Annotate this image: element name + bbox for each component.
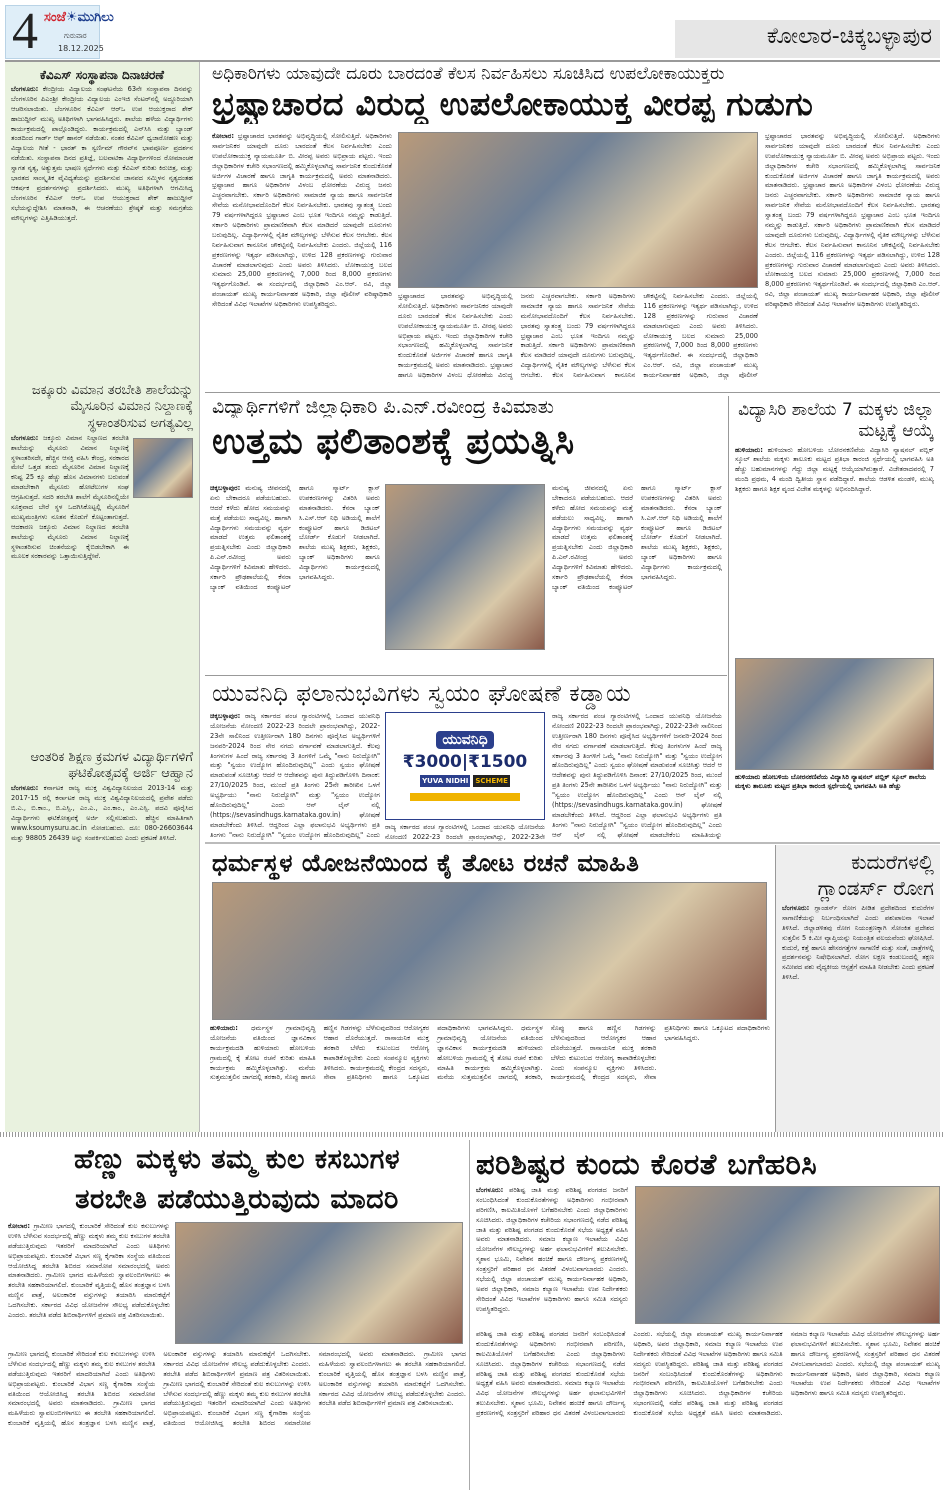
issue-date: 18.12.2025 xyxy=(58,44,104,53)
crafts-story xyxy=(8,1140,466,1220)
results-body-cont: ಮನುಷ್ಯ ಜೀವನದಲ್ಲಿ ಏನು ಬೇಕಾದರೂ ಪಡೆಯಬಹುದು. ಆದರೆ ಕಳೆದು ಹೋದ ಸಮಯವನ್ನು ಮತ್ತೆ ಪಡೆಯಲು ಸಾಧ್ಯವಿಲ್ಲ. ಹಾಗಾಗಿ ವಿದ್ಯಾರ್ಥಿಗಳು ಸಮಯವನ್ನು ವ್ಯರ್ಥ ಮಾಡದೆ ಉತ್ತಮ ಫಲಿತಾಂಶಕ್ಕೆ ಪ್ರಯತ್ನಿಸಬೇಕು ಎಂದು ಜಿಲ್ಲಾಧಿಕಾರಿ ಪಿ.ಎನ್.ರವೀಂದ್ರ ಅವರು ವಿದ್ಯಾರ್ಥಿಗಳಿಗೆ ಕಿವಿಮಾತು ಹೇಳಿದರು. ಸರ್ಕಾರಿ ಪ್ರೌಢಶಾಲೆಯಲ್ಲಿ ಕೆನರಾ ಬ್ಯಾಂಕ್ ವತಿಯಿಂದ ಕಂಪ್ಯೂಟರ್ ಹಾಗೂ ಸ್ಮಾರ್ಟ್ ಕ್ಲಾಸ್ ಉಪಕರಣಗಳನ್ನು ವಿತರಿಸಿ ಅವರು ಮಾತನಾಡಿದರು. ಕೆನರಾ ಬ್ಯಾಂಕ್ ಸಿ.ಎಸ್.ಆರ್ ನಿಧಿ ಅಡಿಯಲ್ಲಿ ಶಾಲೆಗೆ ಕಂಪ್ಯೂಟರ್ ಹಾಗೂ ಡಿಜಿಟಲ್ ಬೋರ್ಡ್ ಕೊಡುಗೆ ನೀಡಲಾಗಿದೆ. ಶಾಲೆಯ ಮುಖ್ಯ ಶಿಕ್ಷಕರು, ಶಿಕ್ಷಕರು, ಬ್ಯಾಂಕ್ ಅಧಿಕಾರಿಗಳು ಹಾಗೂ ವಿದ್ಯಾರ್ಥಿಗಳು ಕಾರ್ಯಕ್ರಮದಲ್ಲಿ ಭಾಗವಹಿಸಿದ್ದರು. xyxy=(552,484,722,591)
lead-body-right: ಭ್ರಷ್ಟಾಚಾರದ ಭಾರತವನ್ನು ಅಭಿವೃದ್ಧಿಯಲ್ಲಿ ಸೋಲಿಸುತ್ತಿದೆ. ಅಧಿಕಾರಿಗಳು ಸಾರ್ವಜನಿಕರ ಯಾವುದೇ ದೂರು ಬಾರದಂತೆ ಕೆಲಸ ನಿರ್ವಹಿಸಬೇಕು ಎಂದು ಉಪಲೋಕಾಯುಕ್ತ ನ್ಯಾಯಮೂರ್ತಿ ಬಿ. ವೀರಪ್ಪ ಅವರು ಅಭಿಪ್ರಾಯ ಪಟ್ಟರು. ಇಂದು ಜಿಲ್ಲಾಧಿಕಾರಿಗಳ ಕಚೇರಿ ಸಭಾಂಗಣದಲ್ಲಿ ಹಮ್ಮಿಕೊಳ್ಳಲಾಗಿದ್ದ ಸಾರ್ವಜನಿಕ ಕುಂದುಕೊರತೆ ಅರ್ಜಿಗಳ ವಿಚಾರಣೆ ಹಾಗೂ ಜಾಗೃತಿ ಕಾರ್ಯಕ್ರಮದಲ್ಲಿ ಅವರು ಮಾತನಾಡಿದರು. ಭ್ರಷ್ಟಾಚಾರ ಹಾಗೂ ಅಧಿಕಾರಿಗಳ ವಿಳಂಬ ಧೋರಣೆಯ ವಿರುದ್ಧ ಜನರು ಎಚ್ಚರವಾಗಬೇಕು. ಸರ್ಕಾರಿ ಅಧಿಕಾರಿಗಳು ಸಾಮಾಜಿಕ ನ್ಯಾಯ ಹಾಗೂ ಸಾರ್ವಜನಿಕ ಸೇವೆಯ ಮನೋಭಾವದೊಂದಿಗೆ ಕೆಲಸ ನಿರ್ವಹಿಸಬೇಕು. ಭಾರತವು ಸ್ವಾತಂತ್ರ್ಯ ಬಂದು 79 ವರ್ಷಗಳಾಗಿದ್ದರೂ ಭ್ರಷ್ಟಾಚಾರ ಎಂಬ ಭೂತ ಇಂದಿಗೂ ನಮ್ಮನ್ನು ಕಾಡುತ್ತಿದೆ. ಸರ್ಕಾರಿ ಅಧಿಕಾರಿಗಳು ಪ್ರಾಮಾಣಿಕವಾಗಿ ಕೆಲಸ ಮಾಡಿದರೆ ಯಾವುದೇ ದೂರುಗಳು ಬರುವುದಿಲ್ಲ. ವಿದ್ಯಾರ್ಥಿಗಳಲ್ಲಿ ನೈತಿಕ ಮೌಲ್ಯಗಳನ್ನು ಬೆಳೆಸುವ ಕೆಲಸ ಆಗಬೇಕು. ಕೆಲಸ ನಿರ್ವಹಿಸುವಾಗ ಕಾನೂನಿನ ಚೌಕಟ್ಟಿನಲ್ಲಿ ನಿರ್ವಹಿಸಬೇಕು ಎಂದರು. ಜಿಲ್ಲೆಯಲ್ಲಿ 116 ಪ್ರಕರಣಗಳನ್ನು ಇತ್ಯರ್ಥ ಪಡಿಸಲಾಗಿದ್ದು, ಉಳಿದ 128 ಪ್ರಕರಣಗಳನ್ನು ಗುರುವಾರ ವಿಚಾರಣೆ ಮಾಡಲಾಗುವುದು ಎಂದು ಅವರು ತಿಳಿಸಿದರು. ಲೋಕಾಯುಕ್ತ ಬಲದ ಸುಮಾರು 25,000 ಪ್ರಕರಣಗಳಲ್ಲಿ 7,000 ರಿಂದ 8,000 ಪ್ರಕರಣಗಳು ಇತ್ಯರ್ಥಗೊಂಡಿವೆ. ಈ ಸಂದರ್ಭದಲ್ಲಿ ಜಿಲ್ಲಾಧಿಕಾರಿ ಎಂ.ಆರ್. ರವಿ, ಜಿಲ್ಲಾ ಪಂಚಾಯತ್ ಮುಖ್ಯ ಕಾರ್ಯನಿರ್ವಾಹಕ ಅಧಿಕಾರಿ, ಜಿಲ್ಲಾ ಪೊಲೀಸ್ ವರಿಷ್ಠಾಧಿಕಾರಿ ಸೇರಿದಂತೆ ವಿವಿಧ ಇಲಾಖೆಗಳ ಅಧಿಕಾರಿಗಳು ಉಪಸ್ಥಿತರಿದ್ದರು. xyxy=(765,132,940,309)
dharmasthala-body: ಹುಳಿಯಾರು: ಧರ್ಮಸ್ಥಳ ಗ್ರಾಮಾಭಿವೃದ್ಧಿ ಯೋಜನೆಯ ವತಿಯಿಂದ ಜ್ಞಾನವಿಕಾಸ ಕಾರ್ಯಕ್ರಮದಡಿ ಹುಳಿಯಾರು ಹೋಬಳಿಯ ಗ್ರಾಮದಲ್ಲಿ ಕೈ ತೋಟ ರಚನೆ ಕುರಿತು ಮಾಹಿತಿ ಕಾರ್ಯಕ್ರಮ ಹಮ್ಮಿಕೊಳ್ಳಲಾಗಿತ್ತು. ಮನೆಯ ಸುತ್ತಮುತ್ತಲಿನ ಜಾಗದಲ್ಲಿ ತರಕಾರಿ, ಸೊಪ್ಪು ಹಾಗೂ ಹಣ್ಣಿನ ಗಿಡಗಳನ್ನು ಬೆಳೆಸುವುದರಿಂದ ಆರೋಗ್ಯಕರ ಆಹಾರ ದೊರೆಯುತ್ತದೆ. ರಾಸಾಯನಿಕ ಮುಕ್ತ ತರಕಾರಿ ಬೆಳೆದು ಕುಟುಂಬದ ಆರೋಗ್ಯ ಕಾಪಾಡಿಕೊಳ್ಳಬೇಕು ಎಂದು ಸಂಪನ್ಮೂಲ ವ್ಯಕ್ತಿಗಳು ತಿಳಿಸಿದರು. ಕಾರ್ಯಕ್ರಮದಲ್ಲಿ ಕೇಂದ್ರದ ಸದಸ್ಯರು, ಸೇವಾ ಪ್ರತಿನಿಧಿಗಳು ಹಾಗೂ ಒಕ್ಕೂಟದ ಪದಾಧಿಕಾರಿಗಳು ಭಾಗವಹಿಸಿದ್ದರು. ಧರ್ಮಸ್ಥಳ ಗ್ರಾಮಾಭಿವೃದ್ಧಿ ಯೋಜನೆಯ ವತಿಯಿಂದ ಜ್ಞಾನವಿಕಾಸ ಕಾರ್ಯಕ್ರಮದಡಿ ಹುಳಿಯಾರು ಹೋಬಳಿಯ ಗ್ರಾಮದಲ್ಲಿ ಕೈ ತೋಟ ರಚನೆ ಕುರಿತು ಮಾಹಿತಿ ಕಾರ್ಯಕ್ರಮ ಹಮ್ಮಿಕೊಳ್ಳಲಾಗಿತ್ತು. ಮನೆಯ ಸುತ್ತಮುತ್ತಲಿನ ಜಾಗದಲ್ಲಿ ತರಕಾರಿ, ಸೊಪ್ಪು ಹಾಗೂ ಹಣ್ಣಿನ ಗಿಡಗಳನ್ನು ಬೆಳೆಸುವುದರಿಂದ ಆರೋಗ್ಯಕರ ಆಹಾರ ದೊರೆಯುತ್ತದೆ. ರಾಸಾಯನಿಕ ಮುಕ್ತ ತರಕಾರಿ ಬೆಳೆದು ಕುಟುಂಬದ ಆರೋಗ್ಯ ಕಾಪಾಡಿಕೊಳ್ಳಬೇಕು ಎಂದು ಸಂಪನ್ಮೂಲ ವ್ಯಕ್ತಿಗಳು ತಿಳಿಸಿದರು. ಕಾರ್ಯಕ್ರಮದಲ್ಲಿ ಕೇಂದ್ರದ ಸದಸ್ಯರು, ಸೇವಾ ಪ್ರತಿನಿಧಿಗಳು ಹಾಗೂ ಒಕ್ಕೂಟದ ಪದಾಧಿಕಾರಿಗಳು ಭಾಗವಹಿಸಿದ್ದರು. xyxy=(210,1024,770,1082)
yuvanidhi-badge: YUVA NIDHI xyxy=(422,777,469,785)
ad-banner-strip xyxy=(410,793,520,801)
vidyasiri-photo xyxy=(735,658,934,770)
lead-story xyxy=(212,64,940,124)
results-body: ಚಿಕ್ಕಬಳ್ಳಾಪುರ: ಮನುಷ್ಯ ಜೀವನದಲ್ಲಿ ಏನು ಬೇಕಾದರೂ ಪಡೆಯಬಹುದು. ಆದರೆ ಕಳೆದು ಹೋದ ಸಮಯವನ್ನು ಮತ್ತೆ ಪಡೆಯಲು ಸಾಧ್ಯವಿಲ್ಲ. ಹಾಗಾಗಿ ವಿದ್ಯಾರ್ಥಿಗಳು ಸಮಯವನ್ನು ವ್ಯರ್ಥ ಮಾಡದೆ ಉತ್ತಮ ಫಲಿತಾಂಶಕ್ಕೆ ಪ್ರಯತ್ನಿಸಬೇಕು ಎಂದು ಜಿಲ್ಲಾಧಿಕಾರಿ ಪಿ.ಎನ್.ರವೀಂದ್ರ ಅವರು ವಿದ್ಯಾರ್ಥಿಗಳಿಗೆ ಕಿವಿಮಾತು ಹೇಳಿದರು. ಸರ್ಕಾರಿ ಪ್ರೌಢಶಾಲೆಯಲ್ಲಿ ಕೆನರಾ ಬ್ಯಾಂಕ್ ವತಿಯಿಂದ ಕಂಪ್ಯೂಟರ್ ಹಾಗೂ ಸ್ಮಾರ್ಟ್ ಕ್ಲಾಸ್ ಉಪಕರಣಗಳನ್ನು ವಿತರಿಸಿ ಅವರು ಮಾತನಾಡಿದರು. ಕೆನರಾ ಬ್ಯಾಂಕ್ ಸಿ.ಎಸ್.ಆರ್ ನಿಧಿ ಅಡಿಯಲ್ಲಿ ಶಾಲೆಗೆ ಕಂಪ್ಯೂಟರ್ ಹಾಗೂ ಡಿಜಿಟಲ್ ಬೋರ್ಡ್ ಕೊಡುಗೆ ನೀಡಲಾಗಿದೆ. ಶಾಲೆಯ ಮುಖ್ಯ ಶಿಕ್ಷಕರು, ಶಿಕ್ಷಕರು, ಬ್ಯಾಂಕ್ ಅಧಿಕಾರಿಗಳು ಹಾಗೂ ವಿದ್ಯಾರ್ಥಿಗಳು ಕಾರ್ಯಕ್ರಮದಲ್ಲಿ ಭಾಗವಹಿಸಿದ್ದರು. xyxy=(210,484,380,591)
sidebar xyxy=(5,62,200,1132)
aircraft-photo xyxy=(133,438,193,498)
divider xyxy=(469,1140,470,1490)
yuvanidhi-amount-1: ₹3000 xyxy=(402,752,462,772)
page-number: 4 xyxy=(12,3,38,60)
grievance-headline: ಪರಿಶಿಷ್ಟರ ಕುಂದು ಕೊರತೆ ಬಗೆಹರಿಸಿ xyxy=(476,1147,818,1181)
sidebar-headline-3: ಆಂತರಿಕ ಶಿಕ್ಷಣ ಕ್ರಮಗಳ ವಿದ್ಯಾರ್ಥಿಗಳಿಗೆ ಘಟಿಕೋತ್ಸವಕ್ಕೆ ಅರ್ಜಿ ಆಹ್ವಾನ xyxy=(30,749,193,781)
vidyasiri-story xyxy=(728,396,940,790)
yuvanidhi-body-right: ರಾಜ್ಯ ಸರ್ಕಾರದ ಪಂಚ ಗ್ಯಾರಂಟಿಗಳಲ್ಲಿ ಒಂದಾದ ಯುವನಿಧಿ ಯೋಜನೆಯ ನೋಂದಣಿ 2022-23 ರಿಂದಲೇ ಪ್ರಾರಂಭವಾಗಿದ್ದು, 2022-23ನೇ ಸಾಲಿನಿಂದ ಉತ್ತೀರ್ಣರಾಗಿ 180 ದಿನಗಳು ಪೂರೈಸಿದ ಅಭ್ಯರ್ಥಿಗಳಿಗೆ ಜನವರಿ-2024 ರಿಂದ ನೇರ ನಗದು ವರ್ಗಾವಣೆ ಮಾಡಲಾಗುತ್ತಿದೆ. ಕೆಲವು ತಿಂಗಳುಗಳ ಹಿಂದೆ ರಾಜ್ಯ ಸರ್ಕಾರವು 3 ತಿಂಗಳಿಗೆ ಒಮ್ಮೆ "ನಾನು ನಿರುದ್ಯೋಗಿ" ಮತ್ತು "ಸ್ವಯಂ ಉದ್ಯೋಗ ಹೊಂದಿರುವುದಿಲ್ಲ" ಎಂದು ಸ್ವಯಂ ಘೋಷಣೆ ಮಾಡುವಂತೆ ಸೂಚಿಸಿತ್ತು ಆದರೆ ಆ ಆದೇಶವನ್ನು ಪುನಃ ತಿದ್ದುಪಡಿಗೊಳಿಸಿ ದಿನಾಂಕ: 27/10/2025 ರಿಂದ, ಮುಂದೆ ಪ್ರತಿ ತಿಂಗಳು 25ನೇ ತಾರೀಖಿನ ಒಳಗೆ ಅಭ್ಯರ್ಥಿಯು "ನಾನು ನಿರುದ್ಯೋಗಿ" ಮತ್ತು "ಸ್ವಯಂ ಉದ್ಯೋಗ ಹೊಂದಿರುವುದಿಲ್ಲ" ಎಂದು ಆನ್ ಲೈನ್ ನಲ್ಲಿ (https://sevasindhugs.karnataka.gov.in) ಘೋಷಣೆ ಮಾಡಬೇಕೆಂದು ತಿಳಿಸಿದೆ. ಆದ್ದರಿಂದ ಎಲ್ಲಾ ಫಲಾನುಭವಿ ಅಭ್ಯರ್ಥಿಗಳು ಪ್ರತಿ ತಿಂಗಳು "ನಾನು ನಿರುದ್ಯೋಗಿ" "ಸ್ವಯಂ ಉದ್ಯೋಗ ಹೊಂದಿರುವುದಿಲ್ಲ" ಎಂದು ಆನ್ ಲೈನ್ ನಲ್ಲಿ ಘೋಷಣೆ ಮಾಡಬೇಕೆಂಬ ಮಾಹಿತಿಯನ್ನು xyxy=(552,712,722,839)
sidebar-body-2: ಬೆಂಗಳೂರು: ಜಕ್ಕೂರು ವಿಮಾನ ನಿಲ್ದಾಣದ ತರಬೇತಿ ಶಾಲೆಯನ್ನು ಮೈಸೂರು ವಿಮಾನ ನಿಲ್ದಾಣಕ್ಕೆ ಸ್ಥಳಾಂತರಿಸದೇ, ಹೆಚ್ಚಿನ ಆಸಕ್ತಿ ವಹಿಸಿ ಕೇಂದ್ರ, ಸರಕಾರದ ಮೇಲೆ ಒತ್ತಡ ತಂದು ಮೈಸೂರಿನ ವಿಮಾನ ನಿಲ್ದಾಣಕ್ಕೆ ಕನಿಷ್ಟ 25 ಕ್ಕೂ ಹೆಚ್ಚು ಹೊಸ ವಿಮಾನಗಳು ಬರುವಂತೆ ಮಾಡಬೇಕಾಗಿ ಮೈಸೂರು ಹೋಟೆಲುಗಳ ಸಂಘ ಆಗ್ರಹಿಸುತ್ತದೆ. ಸದರಿ ತರಬೇತಿ ಶಾಲೆಗೆ ಮೈಸೂರಿನಲ್ಲಿಯೇ ಸೂಕ್ತವಾದ ಬೇರೆ ಸ್ಥಳ ಒದಗಿಸಿಕೊಟ್ಟಲ್ಲಿ ಮೈಸೂರಿಗೆ ಮುಖ್ಯಮಂತ್ರಿಗಳು ನೂತನ ಕೊಡುಗೆ ಕೊಟ್ಟಂತಾಗುತ್ತದೆ. ಆದಕಾರಣ ಜಕ್ಕೂರು ವಿಮಾನ ನಿಲ್ದಾಣದ ತರಬೇತಿ ಶಾಲೆಯನ್ನು ಮೈಸೂರು ವಿಮಾನ ನಿಲ್ದಾಣಕ್ಕೆ ಸ್ಥಳಾಂತರಿಸುವ ಚಿಂತನೆಯನ್ನು ಕೈಬಿಡಬೇಕಾಗಿ ಈ ಮೂಲಕ ಸರಕಾರವನ್ನು ಒತ್ತಾಯಿಸುತ್ತಿದ್ದೇವೆ. xyxy=(11,433,129,561)
yuvanidhi-amount-2: ₹1500 xyxy=(468,752,528,772)
vidyasiri-body: ಹುಳಿಯಾರು: ಹುಳಿಯಾರು ಹೋಬಳಿಯ ಬೋರನಕಣಿವೆಯ ವಿದ್ಯಾಸಿರಿ ನ್ಯಾಷನಲ್ ಪಬ್ಲಿಕ್ ಸ್ಕೂಲ್ ಶಾಲೆಯ ಮಕ್ಕಳು ತಾಲೂಕು ಮಟ್ಟದ ಪ್ರತಿಭಾ ಕಾರಂಜಿ ಸ್ಪರ್ಧೆಯಲ್ಲಿ ಭಾಗವಹಿಸಿ ಅತಿ ಹೆಚ್ಚು ಬಹುಮಾನಗಳನ್ನು ಗೆದ್ದು ಜಿಲ್ಲಾ ಮಟ್ಟಕ್ಕೆ ಆಯ್ಕೆಯಾಗಿರುತ್ತಾರೆ. ವಿಜೇತರಾದವರಲ್ಲಿ 7 ಮಂದಿ ಪ್ರಥಮ, 4 ಮಂದಿ ದ್ವಿತೀಯ ಸ್ಥಾನ ಪಡೆದಿದ್ದಾರೆ. ಶಾಲೆಯ ಆಡಳಿತ ಮಂಡಳಿ, ಮುಖ್ಯ ಶಿಕ್ಷಕರು ಹಾಗೂ ಶಿಕ್ಷಕ ವೃಂದ ವಿಜೇತ ಮಕ್ಕಳನ್ನು ಅಭಿನಂದಿಸಿದ್ದಾರೆ. xyxy=(735,445,934,494)
results-photo xyxy=(385,484,545,650)
lead-headline: ಭ್ರಷ್ಟಾಚಾರದ ವಿರುದ್ಧ ಉಪಲೋಕಾಯುಕ್ತ ವೀರಪ್ಪ ಗುಡುಗು xyxy=(212,85,814,123)
results-headline: ಉತ್ತಮ ಫಲಿತಾಂಶಕ್ಕೆ ಪ್ರಯತ್ನಿಸಿ xyxy=(212,421,575,462)
vidyasiri-caption: ಹುಳಿಯಾರು ಹೋಬಳಿಯ ಬೋರನಕಣಿವೆಯ ವಿದ್ಯಾಸಿರಿ ನ್ಯಾಷನಲ್ ಪಬ್ಲಿಕ್ ಸ್ಕೂಲ್ ಶಾಲೆಯ ಮಕ್ಕಳು ತಾಲೂಕು ಮಟ್ಟದ ಪ್ರತಿಭಾ ಕಾರಂಜಿ ಸ್ಪರ್ಧೆಯಲ್ಲಿ ಭಾಗವಹಿಸಿ ಅತಿ ಹೆಚ್ಚು xyxy=(735,772,927,790)
sidebar-body-1: ಬೆಂಗಳೂರು: ಕೇಂದ್ರೀಯ ವಿದ್ಯಾಲಯ ಸಂಘಟನೆಯ 63ನೇ ಸಂಸ್ಥಾಪನಾ ದಿನವನ್ನು ಬೆಂಗಳೂರಿನ ಪಿಎಂಶ್ರೀ ಕೇಂದ್ರೀಯ ವಿದ್ಯಾಲಯ ಎಂಇಜಿ ಸೆಂಟರ್‌ನಲ್ಲಿ ಅದ್ದೂರಿಯಾಗಿ ಆಚರಿಸಲಾಯಿತು. ಬೆಂಗಳೂರಿನ ಕೆವಿಎಸ್ ಆರ್‌ಒ ಉಪ ಆಯುಕ್ತರಾದ ಶೇಕ್ ಹಾಜುದ್ದೀನ್ ಮುಖ್ಯ ಅತಿಥಿಗಳಾಗಿ ಭಾಗವಹಿಸಿದ್ದರು. ಶಾಲೆಯ ಹಳೆಯ ವಿದ್ಯಾರ್ಥಿಗಳು ಕಾರ್ಯಕ್ರಮದಲ್ಲಿ ಪಾಲ್ಗೊಂಡಿದ್ದರು. ಕಾರ್ಯಕ್ರಮದಲ್ಲಿ ಎನ್‌ಸಿಸಿ ಮತ್ತು ಬ್ಯಾಂಡ್ ತಂಡದಿಂದ ಗಾರ್ಡ್ ಆಫ್ ಹಾನರ್ ನಡೆಯಿತು. ನಂತರ ಕೆವಿಎಸ್ ಧ್ವಜಾರೋಹಣ ಮತ್ತು ವಿದ್ಯಾಲಯ ಗೀತೆ - ಭಾರತ್ ಕಾ ಸ್ವರ್ಣಿಮ್ ಗೌರವ್‌ನ ಭಾವಪೂರ್ಣ ಪ್ರದರ್ಶನ ನಡೆಯಿತು. ಸಂಸ್ಥಾಪನಾ ದಿನದ ಪ್ರತಿಜ್ಞೆ, ಬಲವಾಟಿಕಾ ವಿದ್ಯಾರ್ಥಿಗಳಿಂದ ರೋಮಾಂಚಕ ಸ್ವಾಗತ ನೃತ್ಯ, ಅತ್ಯುತ್ತಮ ಭಾಷಣ ಸ್ಪರ್ಧೆಗಳು ಮತ್ತು ಕೆವಿಎಸ್ ಕುರಿತು ಕಿರುಚಿತ್ರ, ಮತ್ತು ಭಾರತದ ಸಾಂಸ್ಕೃತಿಕ ವೈವಿಧ್ಯತೆಯನ್ನು ಪ್ರದರ್ಶಿಸುವ ಜಾನಪದ ಸಮ್ಮಿಳನ ನೃತ್ಯದಂತಹ ಆಕರ್ಷಕ ಪ್ರದರ್ಶನಗಳನ್ನು ಪ್ರದರ್ಶಿಸಿದರು. ಮುಖ್ಯ ಅತಿಥಿಗಳಾಗಿ ಆಗಮಿಸಿದ್ದ ಬೆಂಗಳೂರಿನ ಕೆವಿಎಸ್ ಆರ್‌ಒ ಉಪ ಆಯುಕ್ತರಾದ ಶೇಕ್ ಹಾಜುದ್ದೀನ್ ಸಭೆಯನ್ನುದ್ದೇಶಿಸಿ ಮಾತನಾಡಿ, ಈ ಆಚರಣೆಯು ಶ್ರೇಷ್ಠತೆ ಮತ್ತು ಸಮಗ್ರತೆಯ ಮೌಲ್ಯಗಳನ್ನು ಎತ್ತಿಹಿಡಿಯುತ್ತದೆ. xyxy=(11,85,193,222)
scheme-badge: SCHEME xyxy=(475,777,508,785)
yuvanidhi-body-mid: ರಾಜ್ಯ ಸರ್ಕಾರದ ಪಂಚ ಗ್ಯಾರಂಟಿಗಳಲ್ಲಿ ಒಂದಾದ ಯುವನಿಧಿ ಯೋಜನೆಯ ನೋಂದಣಿ 2022-23 ರಿಂದಲೇ ಪ್ರಾರಂಭವಾಗಿದ್ದು, 2022-23ನೇ xyxy=(385,823,545,841)
dharmasthala-photo xyxy=(212,882,767,1020)
results-kicker: ವಿದ್ಯಾರ್ಥಿಗಳಿಗೆ ಜಿಲ್ಲಾಧಿಕಾರಿ ಪಿ.ಎನ್.ರವೀಂದ್ರ ಕಿವಿಮಾತು xyxy=(212,396,554,418)
lead-photo xyxy=(398,132,758,288)
lead-body-under-photo: ಭ್ರಷ್ಟಾಚಾರದ ಭಾರತವನ್ನು ಅಭಿವೃದ್ಧಿಯಲ್ಲಿ ಸೋಲಿಸುತ್ತಿದೆ. ಅಧಿಕಾರಿಗಳು ಸಾರ್ವಜನಿಕರ ಯಾವುದೇ ದೂರು ಬಾರದಂತೆ ಕೆಲಸ ನಿರ್ವಹಿಸಬೇಕು ಎಂದು ಉಪಲೋಕಾಯುಕ್ತ ನ್ಯಾಯಮೂರ್ತಿ ಬಿ. ವೀರಪ್ಪ ಅವರು ಅಭಿಪ್ರಾಯ ಪಟ್ಟರು. ಇಂದು ಜಿಲ್ಲಾಧಿಕಾರಿಗಳ ಕಚೇರಿ ಸಭಾಂಗಣದಲ್ಲಿ ಹಮ್ಮಿಕೊಳ್ಳಲಾಗಿದ್ದ ಸಾರ್ವಜನಿಕ ಕುಂದುಕೊರತೆ ಅರ್ಜಿಗಳ ವಿಚಾರಣೆ ಹಾಗೂ ಜಾಗೃತಿ ಕಾರ್ಯಕ್ರಮದಲ್ಲಿ ಅವರು ಮಾತನಾಡಿದರು. ಭ್ರಷ್ಟಾಚಾರ ಹಾಗೂ ಅಧಿಕಾರಿಗಳ ವಿಳಂಬ ಧೋರಣೆಯ ವಿರುದ್ಧ ಜನರು ಎಚ್ಚರವಾಗಬೇಕು. ಸರ್ಕಾರಿ ಅಧಿಕಾರಿಗಳು ಸಾಮಾಜಿಕ ನ್ಯಾಯ ಹಾಗೂ ಸಾರ್ವಜನಿಕ ಸೇವೆಯ ಮನೋಭಾವದೊಂದಿಗೆ ಕೆಲಸ ನಿರ್ವಹಿಸಬೇಕು. ಭಾರತವು ಸ್ವಾತಂತ್ರ್ಯ ಬಂದು 79 ವರ್ಷಗಳಾಗಿದ್ದರೂ ಭ್ರಷ್ಟಾಚಾರ ಎಂಬ ಭೂತ ಇಂದಿಗೂ ನಮ್ಮನ್ನು ಕಾಡುತ್ತಿದೆ. ಸರ್ಕಾರಿ ಅಧಿಕಾರಿಗಳು ಪ್ರಾಮಾಣಿಕವಾಗಿ ಕೆಲಸ ಮಾಡಿದರೆ ಯಾವುದೇ ದೂರುಗಳು ಬರುವುದಿಲ್ಲ. ವಿದ್ಯಾರ್ಥಿಗಳಲ್ಲಿ ನೈತಿಕ ಮೌಲ್ಯಗಳನ್ನು ಬೆಳೆಸುವ ಕೆಲಸ ಆಗಬೇಕು. ಕೆಲಸ ನಿರ್ವಹಿಸುವಾಗ ಕಾನೂನಿನ ಚೌಕಟ್ಟಿನಲ್ಲಿ ನಿರ್ವಹಿಸಬೇಕು ಎಂದರು. ಜಿಲ್ಲೆಯಲ್ಲಿ 116 ಪ್ರಕರಣಗಳನ್ನು ಇತ್ಯರ್ಥ ಪಡಿಸಲಾಗಿದ್ದು, ಉಳಿದ 128 ಪ್ರಕರಣಗಳನ್ನು ಗುರುವಾರ ವಿಚಾರಣೆ ಮಾಡಲಾಗುವುದು ಎಂದು ಅವರು ತಿಳಿಸಿದರು. ಲೋಕಾಯುಕ್ತ ಬಲದ ಸುಮಾರು 25,000 ಪ್ರಕರಣಗಳಲ್ಲಿ 7,000 ರಿಂದ 8,000 ಪ್ರಕರಣಗಳು ಇತ್ಯರ್ಥಗೊಂಡಿವೆ. ಈ ಸಂದರ್ಭದಲ್ಲಿ ಜಿಲ್ಲಾಧಿಕಾರಿ ಎಂ.ಆರ್. ರವಿ, ಜಿಲ್ಲಾ ಪಂಚಾಯತ್ ಮುಖ್ಯ ಕಾರ್ಯನಿರ್ವಾಹಕ ಅಧಿಕಾರಿ, ಜಿಲ್ಲಾ ಪೊಲೀಸ್ xyxy=(398,292,758,380)
divider xyxy=(0,1132,945,1137)
crafts-body: ಕೋಲಾರ: ಗ್ರಾಮೀಣ ಭಾಗದಲ್ಲಿ ಕುಂಬಾರಿಕೆ ಸೇರಿದಂತೆ ಕುಲ ಕಸುಬುಗಳನ್ನು ಉಳಿಸಿ ಬೆಳೆಸುವ ಸಂದರ್ಭದಲ್ಲಿ ಹೆಣ್ಣು ಮಕ್ಕಳು ತಮ್ಮ ಕುಲ ಕಸಬುಗಳ ತರಬೇತಿ ಪಡೆಯುತ್ತಿರುವುದು ಇತರರಿಗೆ ಮಾದರಿಯಾಗಿದೆ ಎಂದು ಅತಿಥಿಗಳು ಅಭಿಪ್ರಾಯಪಟ್ಟರು. ಕುಂಬಾರಿಕೆ ವಿಭಾಗ ಸಣ್ಣ ಕೈಗಾರಿಕಾ ಸಂಸ್ಥೆಯ ವತಿಯಿಂದ ಆಯೋಜಿಸಿದ್ದ ತರಬೇತಿ ಶಿಬಿರದ ಸಮಾರೋಪ ಸಮಾರಂಭದಲ್ಲಿ ಅವರು ಮಾತನಾಡಿದರು. ಗ್ರಾಮೀಣ ಭಾಗದ ಮಹಿಳೆಯರು ಸ್ವಾವಲಂಬಿಗಳಾಗಲು ಈ ತರಬೇತಿ ಸಹಕಾರಿಯಾಗಲಿದೆ. ಕುಂಬಾರಿಕೆ ವೃತ್ತಿಯಲ್ಲಿ ಹೊಸ ತಂತ್ರಜ್ಞಾನ ಬಳಸಿ ಮಣ್ಣಿನ ಪಾತ್ರೆ, ಅಲಂಕಾರಿಕ ವಸ್ತುಗಳನ್ನು ತಯಾರಿಸಿ ಮಾರುಕಟ್ಟೆಗೆ ಒದಗಿಸಬೇಕು. ಸರ್ಕಾರದ ವಿವಿಧ ಯೋಜನೆಗಳ ಸೌಲಭ್ಯ ಪಡೆದುಕೊಳ್ಳಬೇಕು ಎಂದರು. ತರಬೇತಿ ಪಡೆದ ಶಿಬಿರಾರ್ಥಿಗಳಿಗೆ ಪ್ರಮಾಣ ಪತ್ರ ವಿತರಿಸಲಾಯಿತು. xyxy=(8,1222,170,1320)
crafts-headline-line2: ತರಬೇತಿ ಪಡೆಯುತ್ತಿರುವುದು ಮಾದರಿ xyxy=(75,1184,399,1215)
grievance-body: ಬೆಂಗಳೂರು: ಪರಿಶಿಷ್ಟ ಜಾತಿ ಮತ್ತು ಪರಿಶಿಷ್ಟ ಪಂಗಡದ ಜನರಿಗೆ ಸಂಬಂಧಿಸಿದಂತೆ ಕುಂದುಕೊರತೆಗಳನ್ನು ಅಧಿಕಾರಿಗಳು ಗಂಭೀರವಾಗಿ ಪರಿಗಣಿಸಿ, ಕಾಲಮಿತಿಯೊಳಗೆ ಬಗೆಹರಿಸಬೇಕು ಎಂದು ಜಿಲ್ಲಾಧಿಕಾರಿಗಳು ಸೂಚಿಸಿದರು. ಜಿಲ್ಲಾಧಿಕಾರಿಗಳ ಕಚೇರಿಯ ಸಭಾಂಗಣದಲ್ಲಿ ನಡೆದ ಪರಿಶಿಷ್ಟ ಜಾತಿ ಮತ್ತು ಪರಿಶಿಷ್ಟ ಪಂಗಡದ ಕುಂದುಕೊರತೆ ಸಭೆಯ ಅಧ್ಯಕ್ಷತೆ ವಹಿಸಿ ಅವರು ಮಾತನಾಡಿದರು. ಸಮಾಜ ಕಲ್ಯಾಣ ಇಲಾಖೆಯ ವಿವಿಧ ಯೋಜನೆಗಳ ಸೌಲಭ್ಯಗಳನ್ನು ಅರ್ಹ ಫಲಾನುಭವಿಗಳಿಗೆ ತಲುಪಿಸಬೇಕು. ಸ್ಮಶಾನ ಭೂಮಿ, ನಿವೇಶನ ಹಂಚಿಕೆ ಹಾಗೂ ದೌರ್ಜನ್ಯ ಪ್ರಕರಣಗಳಲ್ಲಿ ಸಂತ್ರಸ್ತರಿಗೆ ಪರಿಹಾರ ಧನ ವಿತರಣೆ ವಿಳಂಬವಾಗಬಾರದು ಎಂದರು. ಸಭೆಯಲ್ಲಿ ಜಿಲ್ಲಾ ಪಂಚಾಯತ್ ಮುಖ್ಯ ಕಾರ್ಯನಿರ್ವಾಹಕ ಅಧಿಕಾರಿ, ಅಪರ ಜಿಲ್ಲಾಧಿಕಾರಿ, ಸಮಾಜ ಕಲ್ಯಾಣ ಇಲಾಖೆಯ ಉಪ ನಿರ್ದೇಶಕರು ಸೇರಿದಂತೆ ವಿವಿಧ ಇಲಾಖೆಗಳ ಅಧಿಕಾರಿಗಳು ಹಾಗೂ ಸಮಿತಿ ಸದಸ್ಯರು ಉಪಸ್ಥಿತರಿದ್ದರು. xyxy=(476,1186,628,1313)
vidyasiri-headline: ವಿದ್ಯಾಸಿರಿ ಶಾಲೆಯ 7 ಮಕ್ಕಳು ಜಿಲ್ಲಾ ಮಟ್ಟಕ್ಕೆ ಆಯ್ಕೆ xyxy=(738,400,934,442)
section-title: ಕೋಲಾರ-ಚಿಕ್ಕಬಳ್ಳಾಪುರ xyxy=(675,20,940,58)
crafts-photo xyxy=(175,1222,463,1344)
sidebar-body-3: ಬೆಂಗಳೂರು: ಕರ್ನಾಟಕ ರಾಜ್ಯ ಮುಕ್ತ ವಿಶ್ವವಿದ್ಯಾನಿಲಯದ 2013-14 ಮತ್ತು 2017-15 ರಲ್ಲಿ ಕರ್ನಾಟಕ ರಾಜ್ಯ ಮುಕ್ತ ವಿಶ್ವವಿದ್ಯಾನಿಲಯದಲ್ಲಿ ಪ್ರವೇಶ ಪಡೆದು ಬಿ.ಎ., ಬಿ.ಕಾಂ., ಬಿ.ಎಸ್ಸಿ., ಎಂ.ಎ., ಎಂ.ಕಾಂ., ಎಂ.ಎಸ್ಸಿ. ಪದವಿ ಪೂರೈಸಿದ ವಿದ್ಯಾರ್ಥಿಗಳು ಘಟಿಕೋತ್ಸವಕ್ಕೆ ಅರ್ಜಿ ಸಲ್ಲಿಸಬಹುದು. ಹೆಚ್ಚಿನ ಮಾಹಿತಿಗಾಗಿ www.ksoumysuru.ac.in ನೋಡಬಹುದು. ದೂ: 080-26603644 ಮತ್ತು 98805 26439 ಅನ್ನು ಸಂಪರ್ಕಿಸಬಹುದು ಎಂದು ಪ್ರಕಟಣೆ ತಿಳಿಸಿದೆ. xyxy=(11,784,193,842)
newspaper-logo: ಸಂಜೆ☀ಮುಗಿಲು xyxy=(44,10,114,25)
folio xyxy=(5,3,114,60)
divider xyxy=(205,675,727,676)
glanders-body: ಬೆಂಗಳೂರು: ಗ್ಲಾಂಡರ್ಸ್ ರೋಗ ಪೀಡಿತ ಪ್ರದೇಶದಿಂದ ಕುದುರೆಗಳ ಸಾಗಾಣಿಕೆಯನ್ನು ನಿರ್ಬಂಧಿಸಲಾಗಿದೆ ಎಂದು ಪಶುಪಾಲನಾ ಇಲಾಖೆ ತಿಳಿಸಿದೆ. ಜಿಲ್ಲಾಡಳಿತವು ರೋಗ ನಿಯಂತ್ರಣಕ್ಕಾಗಿ ಸೋಂಕಿತ ಪ್ರದೇಶದ ಸುತ್ತಲಿನ 5 ಕಿ.ಮೀ ವ್ಯಾಪ್ತಿಯನ್ನು ನಿಯಂತ್ರಿತ ವಲಯವೆಂದು ಘೋಷಿಸಿದೆ. ಕುದುರೆ, ಕತ್ತೆ ಹಾಗೂ ಹೇಸರಗತ್ತೆಗಳ ಸಾಗಾಣಿಕೆ ಮತ್ತು ಸಂತೆ, ಜಾತ್ರೆಗಳಲ್ಲಿ ಪ್ರದರ್ಶನವನ್ನು ನಿಷೇಧಿಸಲಾಗಿದೆ. ರೋಗ ಲಕ್ಷಣ ಕಂಡುಬಂದಲ್ಲಿ ತಕ್ಷಣ ಸಮೀಪದ ಪಶು ವೈದ್ಯಕೀಯ ಆಸ್ಪತ್ರೆಗೆ ಮಾಹಿತಿ ನೀಡಬೇಕು ಎಂದು ಪ್ರಕಟಣೆ ತಿಳಿಸಿದೆ. xyxy=(782,904,934,982)
sidebar-headline-2: ಜಕ್ಕೂರು ವಿಮಾನ ತರಬೇತಿ ಶಾಲೆಯನ್ನು ಮೈಸೂರಿನ ವಿಮಾನ ನಿಲ್ದಾಣಕ್ಕೆ ಸ್ಥಳಾಂತರಿಸುವ ಅಗತ್ಯವಿಲ್ಲ xyxy=(31,383,193,431)
divider xyxy=(205,842,940,844)
day-label: ಗುರುವಾರ xyxy=(64,32,87,40)
sidebar-headline-1: ಕೆವಿಎಸ್ ಸಂಸ್ಥಾಪನಾ ದಿನಾಚರಣೆ xyxy=(40,68,164,82)
crafts-body-cont: ಗ್ರಾಮೀಣ ಭಾಗದಲ್ಲಿ ಕುಂಬಾರಿಕೆ ಸೇರಿದಂತೆ ಕುಲ ಕಸುಬುಗಳನ್ನು ಉಳಿಸಿ ಬೆಳೆಸುವ ಸಂದರ್ಭದಲ್ಲಿ ಹೆಣ್ಣು ಮಕ್ಕಳು ತಮ್ಮ ಕುಲ ಕಸಬುಗಳ ತರಬೇತಿ ಪಡೆಯುತ್ತಿರುವುದು ಇತರರಿಗೆ ಮಾದರಿಯಾಗಿದೆ ಎಂದು ಅತಿಥಿಗಳು ಅಭಿಪ್ರಾಯಪಟ್ಟರು. ಕುಂಬಾರಿಕೆ ವಿಭಾಗ ಸಣ್ಣ ಕೈಗಾರಿಕಾ ಸಂಸ್ಥೆಯ ವತಿಯಿಂದ ಆಯೋಜಿಸಿದ್ದ ತರಬೇತಿ ಶಿಬಿರದ ಸಮಾರೋಪ ಸಮಾರಂಭದಲ್ಲಿ ಅವರು ಮಾತನಾಡಿದರು. ಗ್ರಾಮೀಣ ಭಾಗದ ಮಹಿಳೆಯರು ಸ್ವಾವಲಂಬಿಗಳಾಗಲು ಈ ತರಬೇತಿ ಸಹಕಾರಿಯಾಗಲಿದೆ. ಕುಂಬಾರಿಕೆ ವೃತ್ತಿಯಲ್ಲಿ ಹೊಸ ತಂತ್ರಜ್ಞಾನ ಬಳಸಿ ಮಣ್ಣಿನ ಪಾತ್ರೆ, ಅಲಂಕಾರಿಕ ವಸ್ತುಗಳನ್ನು ತಯಾರಿಸಿ ಮಾರುಕಟ್ಟೆಗೆ ಒದಗಿಸಬೇಕು. ಸರ್ಕಾರದ ವಿವಿಧ ಯೋಜನೆಗಳ ಸೌಲಭ್ಯ ಪಡೆದುಕೊಳ್ಳಬೇಕು ಎಂದರು. ತರಬೇತಿ ಪಡೆದ ಶಿಬಿರಾರ್ಥಿಗಳಿಗೆ ಪ್ರಮಾಣ ಪತ್ರ ವಿತರಿಸಲಾಯಿತು. ಗ್ರಾಮೀಣ ಭಾಗದಲ್ಲಿ ಕುಂಬಾರಿಕೆ ಸೇರಿದಂತೆ ಕುಲ ಕಸುಬುಗಳನ್ನು ಉಳಿಸಿ ಬೆಳೆಸುವ ಸಂದರ್ಭದಲ್ಲಿ ಹೆಣ್ಣು ಮಕ್ಕಳು ತಮ್ಮ ಕುಲ ಕಸಬುಗಳ ತರಬೇತಿ ಪಡೆಯುತ್ತಿರುವುದು ಇತರರಿಗೆ ಮಾದರಿಯಾಗಿದೆ ಎಂದು ಅತಿಥಿಗಳು ಅಭಿಪ್ರಾಯಪಟ್ಟರು. ಕುಂಬಾರಿಕೆ ವಿಭಾಗ ಸಣ್ಣ ಕೈಗಾರಿಕಾ ಸಂಸ್ಥೆಯ ವತಿಯಿಂದ ಆಯೋಜಿಸಿದ್ದ ತರಬೇತಿ ಶಿಬಿರದ ಸಮಾರೋಪ ಸಮಾರಂಭದಲ್ಲಿ ಅವರು ಮಾತನಾಡಿದರು. ಗ್ರಾಮೀಣ ಭಾಗದ ಮಹಿಳೆಯರು ಸ್ವಾವಲಂಬಿಗಳಾಗಲು ಈ ತರಬೇತಿ ಸಹಕಾರಿಯಾಗಲಿದೆ. ಕುಂಬಾರಿಕೆ ವೃತ್ತಿಯಲ್ಲಿ ಹೊಸ ತಂತ್ರಜ್ಞಾನ ಬಳಸಿ ಮಣ್ಣಿನ ಪಾತ್ರೆ, ಅಲಂಕಾರಿಕ ವಸ್ತುಗಳನ್ನು ತಯಾರಿಸಿ ಮಾರುಕಟ್ಟೆಗೆ ಒದಗಿಸಬೇಕು. ಸರ್ಕಾರದ ವಿವಿಧ ಯೋಜನೆಗಳ ಸೌಲಭ್ಯ ಪಡೆದುಕೊಳ್ಳಬೇಕು ಎಂದರು. ತರಬೇತಿ ಪಡೆದ ಶಿಬಿರಾರ್ಥಿಗಳಿಗೆ ಪ್ರಮಾಣ ಪತ್ರ ವಿತರಿಸಲಾಯಿತು. xyxy=(8,1350,466,1428)
glanders-headline: ಕುದುರೆಗಳಲ್ಲಿ ಗ್ಲಾಂಡರ್ಸ್ ರೋಗ xyxy=(817,850,934,900)
lead-body-left: ಕೋಲಾರ: ಭ್ರಷ್ಟಾಚಾರದ ಭಾರತವನ್ನು ಅಭಿವೃದ್ಧಿಯಲ್ಲಿ ಸೋಲಿಸುತ್ತಿದೆ. ಅಧಿಕಾರಿಗಳು ಸಾರ್ವಜನಿಕರ ಯಾವುದೇ ದೂರು ಬಾರದಂತೆ ಕೆಲಸ ನಿರ್ವಹಿಸಬೇಕು ಎಂದು ಉಪಲೋಕಾಯುಕ್ತ ನ್ಯಾಯಮೂರ್ತಿ ಬಿ. ವೀರಪ್ಪ ಅವರು ಅಭಿಪ್ರಾಯ ಪಟ್ಟರು. ಇಂದು ಜಿಲ್ಲಾಧಿಕಾರಿಗಳ ಕಚೇರಿ ಸಭಾಂಗಣದಲ್ಲಿ ಹಮ್ಮಿಕೊಳ್ಳಲಾಗಿದ್ದ ಸಾರ್ವಜನಿಕ ಕುಂದುಕೊರತೆ ಅರ್ಜಿಗಳ ವಿಚಾರಣೆ ಹಾಗೂ ಜಾಗೃತಿ ಕಾರ್ಯಕ್ರಮದಲ್ಲಿ ಅವರು ಮಾತನಾಡಿದರು. ಭ್ರಷ್ಟಾಚಾರ ಹಾಗೂ ಅಧಿಕಾರಿಗಳ ವಿಳಂಬ ಧೋರಣೆಯ ವಿರುದ್ಧ ಜನರು ಎಚ್ಚರವಾಗಬೇಕು. ಸರ್ಕಾರಿ ಅಧಿಕಾರಿಗಳು ಸಾಮಾಜಿಕ ನ್ಯಾಯ ಹಾಗೂ ಸಾರ್ವಜನಿಕ ಸೇವೆಯ ಮನೋಭಾವದೊಂದಿಗೆ ಕೆಲಸ ನಿರ್ವಹಿಸಬೇಕು. ಭಾರತವು ಸ್ವಾತಂತ್ರ್ಯ ಬಂದು 79 ವರ್ಷಗಳಾಗಿದ್ದರೂ ಭ್ರಷ್ಟಾಚಾರ ಎಂಬ ಭೂತ ಇಂದಿಗೂ ನಮ್ಮನ್ನು ಕಾಡುತ್ತಿದೆ. ಸರ್ಕಾರಿ ಅಧಿಕಾರಿಗಳು ಪ್ರಾಮಾಣಿಕವಾಗಿ ಕೆಲಸ ಮಾಡಿದರೆ ಯಾವುದೇ ದೂರುಗಳು ಬರುವುದಿಲ್ಲ. ವಿದ್ಯಾರ್ಥಿಗಳಲ್ಲಿ ನೈತಿಕ ಮೌಲ್ಯಗಳನ್ನು ಬೆಳೆಸುವ ಕೆಲಸ ಆಗಬೇಕು. ಕೆಲಸ ನಿರ್ವಹಿಸುವಾಗ ಕಾನೂನಿನ ಚೌಕಟ್ಟಿನಲ್ಲಿ ನಿರ್ವಹಿಸಬೇಕು ಎಂದರು. ಜಿಲ್ಲೆಯಲ್ಲಿ 116 ಪ್ರಕರಣಗಳನ್ನು ಇತ್ಯರ್ಥ ಪಡಿಸಲಾಗಿದ್ದು, ಉಳಿದ 128 ಪ್ರಕರಣಗಳನ್ನು ಗುರುವಾರ ವಿಚಾರಣೆ ಮಾಡಲಾಗುವುದು ಎಂದು ಅವರು ತಿಳಿಸಿದರು. ಲೋಕಾಯುಕ್ತ ಬಲದ ಸುಮಾರು 25,000 ಪ್ರಕರಣಗಳಲ್ಲಿ 7,000 ರಿಂದ 8,000 ಪ್ರಕರಣಗಳು ಇತ್ಯರ್ಥಗೊಂಡಿವೆ. ಈ ಸಂದರ್ಭದಲ್ಲಿ ಜಿಲ್ಲಾಧಿಕಾರಿ ಎಂ.ಆರ್. ರವಿ, ಜಿಲ್ಲಾ ಪಂಚಾಯತ್ ಮುಖ್ಯ ಕಾರ್ಯನಿರ್ವಾಹಕ ಅಧಿಕಾರಿ, ಜಿಲ್ಲಾ ಪೊಲೀಸ್ ವರಿಷ್ಠಾಧಿಕಾರಿ ಸೇರಿದಂತೆ ವಿವಿಧ ಇಲಾಖೆಗಳ ಅಧಿಕಾರಿಗಳು ಉಪಸ್ಥಿತರಿದ್ದರು. xyxy=(212,132,392,309)
grievance-photo xyxy=(635,1186,940,1324)
results-story xyxy=(212,396,727,466)
divider xyxy=(205,392,940,393)
yuvanidhi-headline: ಯುವನಿಧಿ ಫಲಾನುಭವಿಗಳು ಸ್ವಯಂ ಘೋಷಣೆ ಕಡ್ಡಾಯ xyxy=(212,681,632,707)
yuvanidhi-body: ಚಿಕ್ಕಬಳ್ಳಾಪುರ: ರಾಜ್ಯ ಸರ್ಕಾರದ ಪಂಚ ಗ್ಯಾರಂಟಿಗಳಲ್ಲಿ ಒಂದಾದ ಯುವನಿಧಿ ಯೋಜನೆಯ ನೋಂದಣಿ 2022-23 ರಿಂದಲೇ ಪ್ರಾರಂಭವಾಗಿದ್ದು, 2022-23ನೇ ಸಾಲಿನಿಂದ ಉತ್ತೀರ್ಣರಾಗಿ 180 ದಿನಗಳು ಪೂರೈಸಿದ ಅಭ್ಯರ್ಥಿಗಳಿಗೆ ಜನವರಿ-2024 ರಿಂದ ನೇರ ನಗದು ವರ್ಗಾವಣೆ ಮಾಡಲಾಗುತ್ತಿದೆ. ಕೆಲವು ತಿಂಗಳುಗಳ ಹಿಂದೆ ರಾಜ್ಯ ಸರ್ಕಾರವು 3 ತಿಂಗಳಿಗೆ ಒಮ್ಮೆ "ನಾನು ನಿರುದ್ಯೋಗಿ" ಮತ್ತು "ಸ್ವಯಂ ಉದ್ಯೋಗ ಹೊಂದಿರುವುದಿಲ್ಲ" ಎಂದು ಸ್ವಯಂ ಘೋಷಣೆ ಮಾಡುವಂತೆ ಸೂಚಿಸಿತ್ತು ಆದರೆ ಆ ಆದೇಶವನ್ನು ಪುನಃ ತಿದ್ದುಪಡಿಗೊಳಿಸಿ ದಿನಾಂಕ: 27/10/2025 ರಿಂದ, ಮುಂದೆ ಪ್ರತಿ ತಿಂಗಳು 25ನೇ ತಾರೀಖಿನ ಒಳಗೆ ಅಭ್ಯರ್ಥಿಯು "ನಾನು ನಿರುದ್ಯೋಗಿ" ಮತ್ತು "ಸ್ವಯಂ ಉದ್ಯೋಗ ಹೊಂದಿರುವುದಿಲ್ಲ" ಎಂದು ಆನ್ ಲೈನ್ ನಲ್ಲಿ (https://sevasindhugs.karnataka.gov.in) ಘೋಷಣೆ ಮಾಡಬೇಕೆಂದು ತಿಳಿಸಿದೆ. ಆದ್ದರಿಂದ ಎಲ್ಲಾ ಫಲಾನುಭವಿ ಅಭ್ಯರ್ಥಿಗಳು ಪ್ರತಿ ತಿಂಗಳು "ನಾನು ನಿರುದ್ಯೋಗಿ" "ಸ್ವಯಂ ಉದ್ಯೋಗ ಹೊಂದಿರುವುದಿಲ್ಲ" ಎಂದು xyxy=(210,712,380,839)
dharmasthala-headline: ಧರ್ಮಸ್ಥಳ ಯೋಜನೆಯಿಂದ ಕೈ ತೋಟ ರಚನೆ ಮಾಹಿತಿ xyxy=(212,849,640,877)
glanders-story xyxy=(775,845,940,1132)
lead-kicker: ಅಧಿಕಾರಿಗಳು ಯಾವುದೇ ದೂರು ಬಾರದಂತೆ ಕೆಲಸ ನಿರ್ವಹಿಸಲು ಸೂಚಿಸಿದ ಉಪಲೋಕಾಯುಕ್ತರು xyxy=(212,64,725,84)
grievance-body-cont: ಪರಿಶಿಷ್ಟ ಜಾತಿ ಮತ್ತು ಪರಿಶಿಷ್ಟ ಪಂಗಡದ ಜನರಿಗೆ ಸಂಬಂಧಿಸಿದಂತೆ ಕುಂದುಕೊರತೆಗಳನ್ನು ಅಧಿಕಾರಿಗಳು ಗಂಭೀರವಾಗಿ ಪರಿಗಣಿಸಿ, ಕಾಲಮಿತಿಯೊಳಗೆ ಬಗೆಹರಿಸಬೇಕು ಎಂದು ಜಿಲ್ಲಾಧಿಕಾರಿಗಳು ಸೂಚಿಸಿದರು. ಜಿಲ್ಲಾಧಿಕಾರಿಗಳ ಕಚೇರಿಯ ಸಭಾಂಗಣದಲ್ಲಿ ನಡೆದ ಪರಿಶಿಷ್ಟ ಜಾತಿ ಮತ್ತು ಪರಿಶಿಷ್ಟ ಪಂಗಡದ ಕುಂದುಕೊರತೆ ಸಭೆಯ ಅಧ್ಯಕ್ಷತೆ ವಹಿಸಿ ಅವರು ಮಾತನಾಡಿದರು. ಸಮಾಜ ಕಲ್ಯಾಣ ಇಲಾಖೆಯ ವಿವಿಧ ಯೋಜನೆಗಳ ಸೌಲಭ್ಯಗಳನ್ನು ಅರ್ಹ ಫಲಾನುಭವಿಗಳಿಗೆ ತಲುಪಿಸಬೇಕು. ಸ್ಮಶಾನ ಭೂಮಿ, ನಿವೇಶನ ಹಂಚಿಕೆ ಹಾಗೂ ದೌರ್ಜನ್ಯ ಪ್ರಕರಣಗಳಲ್ಲಿ ಸಂತ್ರಸ್ತರಿಗೆ ಪರಿಹಾರ ಧನ ವಿತರಣೆ ವಿಳಂಬವಾಗಬಾರದು ಎಂದರು. ಸಭೆಯಲ್ಲಿ ಜಿಲ್ಲಾ ಪಂಚಾಯತ್ ಮುಖ್ಯ ಕಾರ್ಯನಿರ್ವಾಹಕ ಅಧಿಕಾರಿ, ಅಪರ ಜಿಲ್ಲಾಧಿಕಾರಿ, ಸಮಾಜ ಕಲ್ಯಾಣ ಇಲಾಖೆಯ ಉಪ ನಿರ್ದೇಶಕರು ಸೇರಿದಂತೆ ವಿವಿಧ ಇಲಾಖೆಗಳ ಅಧಿಕಾರಿಗಳು ಹಾಗೂ ಸಮಿತಿ ಸದಸ್ಯರು ಉಪಸ್ಥಿತರಿದ್ದರು. ಪರಿಶಿಷ್ಟ ಜಾತಿ ಮತ್ತು ಪರಿಶಿಷ್ಟ ಪಂಗಡದ ಜನರಿಗೆ ಸಂಬಂಧಿಸಿದಂತೆ ಕುಂದುಕೊರತೆಗಳನ್ನು ಅಧಿಕಾರಿಗಳು ಗಂಭೀರವಾಗಿ ಪರಿಗಣಿಸಿ, ಕಾಲಮಿತಿಯೊಳಗೆ ಬಗೆಹರಿಸಬೇಕು ಎಂದು ಜಿಲ್ಲಾಧಿಕಾರಿಗಳು ಸೂಚಿಸಿದರು. ಜಿಲ್ಲಾಧಿಕಾರಿಗಳ ಕಚೇರಿಯ ಸಭಾಂಗಣದಲ್ಲಿ ನಡೆದ ಪರಿಶಿಷ್ಟ ಜಾತಿ ಮತ್ತು ಪರಿಶಿಷ್ಟ ಪಂಗಡದ ಕುಂದುಕೊರತೆ ಸಭೆಯ ಅಧ್ಯಕ್ಷತೆ ವಹಿಸಿ ಅವರು ಮಾತನಾಡಿದರು. ಸಮಾಜ ಕಲ್ಯಾಣ ಇಲಾಖೆಯ ವಿವಿಧ ಯೋಜನೆಗಳ ಸೌಲಭ್ಯಗಳನ್ನು ಅರ್ಹ ಫಲಾನುಭವಿಗಳಿಗೆ ತಲುಪಿಸಬೇಕು. ಸ್ಮಶಾನ ಭೂಮಿ, ನಿವೇಶನ ಹಂಚಿಕೆ ಹಾಗೂ ದೌರ್ಜನ್ಯ ಪ್ರಕರಣಗಳಲ್ಲಿ ಸಂತ್ರಸ್ತರಿಗೆ ಪರಿಹಾರ ಧನ ವಿತರಣೆ ವಿಳಂಬವಾಗಬಾರದು ಎಂದರು. ಸಭೆಯಲ್ಲಿ ಜಿಲ್ಲಾ ಪಂಚಾಯತ್ ಮುಖ್ಯ ಕಾರ್ಯನಿರ್ವಾಹಕ ಅಧಿಕಾರಿ, ಅಪರ ಜಿಲ್ಲಾಧಿಕಾರಿ, ಸಮಾಜ ಕಲ್ಯಾಣ ಇಲಾಖೆಯ ಉಪ ನಿರ್ದೇಶಕರು ಸೇರಿದಂತೆ ವಿವಿಧ ಇಲಾಖೆಗಳ ಅಧಿಕಾರಿಗಳು ಹಾಗೂ ಸಮಿತಿ ಸದಸ್ಯರು ಉಪಸ್ಥಿತರಿದ್ದರು. xyxy=(476,1330,940,1418)
crafts-headline-line1: ಹೆಣ್ಣು ಮಕ್ಕಳು ತಮ್ಮ ಕುಲ ಕಸಬುಗಳ xyxy=(73,1144,401,1175)
yuvanidhi-ad: ಯುವನಿಧಿ ₹3000|₹1500 YUVA NIDHI SCHEME xyxy=(385,712,545,820)
yuvanidhi-ad-title: ಯುವನಿಧಿ xyxy=(436,731,493,749)
